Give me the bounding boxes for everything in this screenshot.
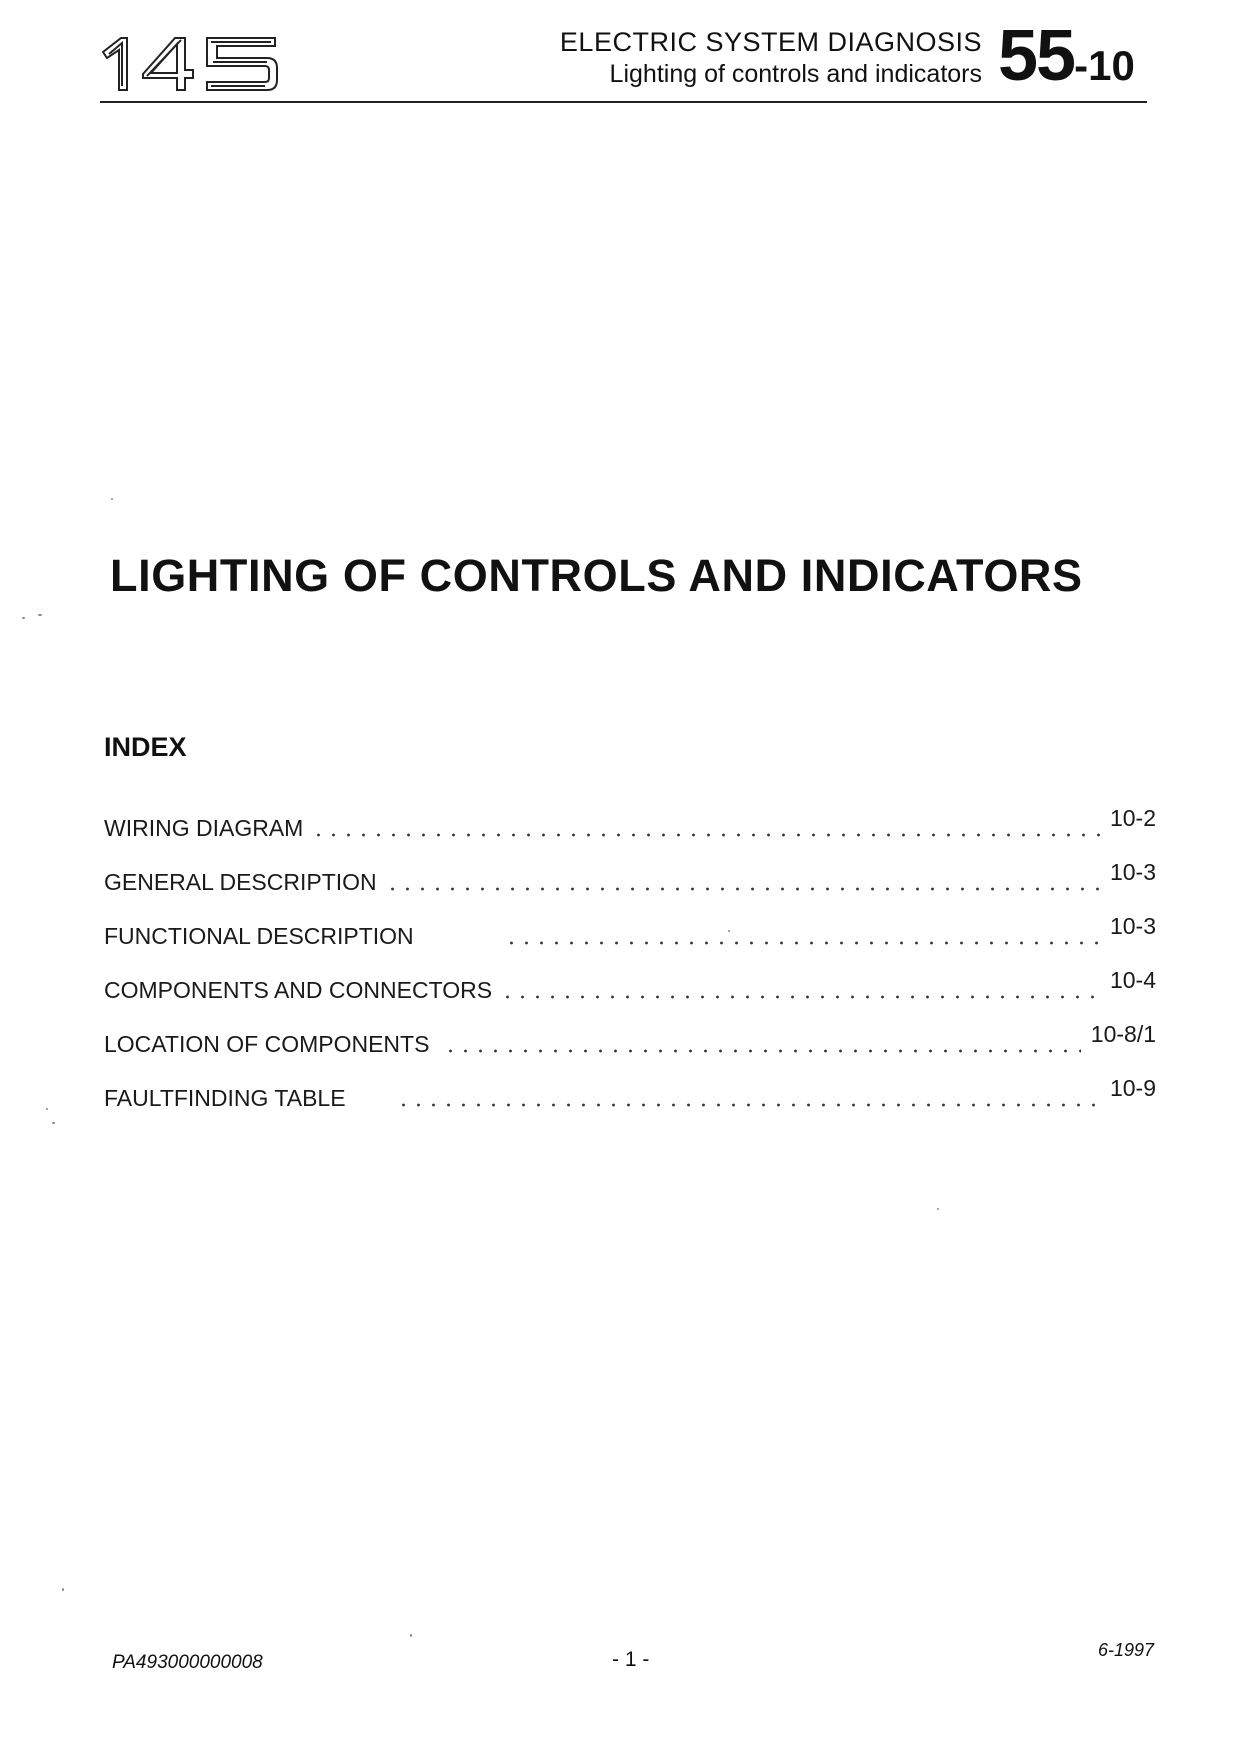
index-item-general-description: [104, 842, 1156, 896]
scan-speck: [38, 614, 42, 616]
index-item-components-and-connectors: [104, 950, 1156, 1004]
scan-speck: [937, 1208, 939, 1210]
section-code: [998, 16, 1135, 96]
scan-speck: [52, 1122, 55, 1124]
index-item-faultfinding-table: [104, 1058, 1156, 1112]
dot-leader: [385, 869, 1100, 892]
dot-leader: [500, 977, 1100, 1000]
scan-speck: [111, 498, 113, 500]
scan-speck: [410, 1634, 412, 1637]
index-item-page: 10-3: [1109, 913, 1156, 939]
index-heading: INDEX: [104, 732, 187, 762]
header-subtitle: Lighting of controls and indicators: [609, 60, 982, 88]
header-titles: [560, 26, 982, 90]
scan-speck: [728, 930, 730, 932]
index-item-label: GENERAL DESCRIPTION: [104, 869, 377, 895]
subsection-number: -10: [1074, 42, 1135, 89]
index-item-page: 10-2: [1109, 805, 1156, 831]
dot-leader: [311, 815, 1100, 838]
index-item-wiring-diagram: [104, 788, 1156, 842]
index-item-label: FAULTFINDING TABLE: [104, 1085, 346, 1111]
index-item-page: 10-4: [1109, 967, 1156, 993]
header-title: ELECTRIC SYSTEM DIAGNOSIS: [559, 27, 982, 57]
revision-date: 6-1997: [1098, 1640, 1155, 1660]
section-number: 55: [998, 16, 1075, 96]
page-number: - 1 -: [612, 1648, 650, 1671]
index-item-page: 10-8/1: [1090, 1021, 1156, 1047]
index-item-location-of-components: [104, 1004, 1156, 1058]
scan-speck: [22, 617, 25, 619]
page-title: LIGHTING OF CONTROLS AND INDICATORS: [110, 550, 1083, 601]
document-code: PA493000000008: [112, 1652, 263, 1673]
index-item-page: 10-9: [1109, 1075, 1156, 1101]
index-item-page: 10-3: [1109, 859, 1156, 885]
index-list: [104, 788, 1156, 1112]
header-divider: [100, 101, 1147, 103]
index-item-label: WIRING DIAGRAM: [104, 815, 304, 841]
index-item-label: FUNCTIONAL DESCRIPTION: [104, 923, 414, 949]
index-item-label: COMPONENTS AND CONNECTORS: [104, 977, 493, 1003]
dot-leader: [504, 923, 1100, 946]
model-logo: [97, 34, 287, 94]
dot-leader: [443, 1031, 1080, 1054]
index-item-functional-description: [104, 896, 1156, 950]
scan-speck: [62, 1588, 64, 1591]
scan-speck: [46, 1108, 48, 1110]
model-145-logo-graphic: [97, 34, 287, 94]
dot-leader: [396, 1085, 1100, 1108]
index-item-label: LOCATION OF COMPONENTS: [104, 1031, 430, 1057]
